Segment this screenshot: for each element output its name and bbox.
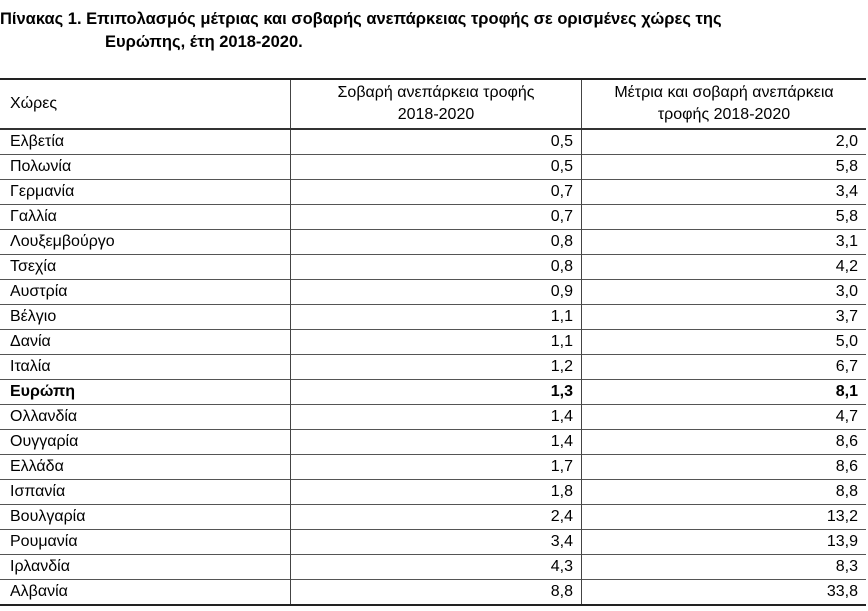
country-cell: Βέλγιο	[10, 308, 57, 325]
food-insecurity-table	[0, 78, 866, 606]
country-cell: Ελλάδα	[10, 458, 64, 475]
country-cell: Γερμανία	[10, 183, 75, 200]
moderate-severe-cell: 8,6	[582, 430, 867, 455]
country-cell: Ελβετία	[10, 133, 65, 150]
country-cell: Αλβανία	[10, 583, 68, 600]
moderate-severe-cell: 2,0	[582, 129, 867, 155]
moderate-severe-cell: 8,1	[582, 380, 867, 405]
table-row-europe-total	[0, 380, 866, 405]
table-row	[0, 480, 866, 505]
moderate-severe-cell: 3,7	[582, 305, 867, 330]
country-cell: Δανία	[10, 333, 51, 350]
moderate-severe-cell: 4,2	[582, 255, 867, 280]
country-cell: Ουγγαρία	[10, 433, 79, 450]
caption-line-1: Πίνακας 1. Επιπολασμός μέτριας και σοβαρής ανεπάρκειας τροφής σε ορισμένες χώρες της	[0, 10, 722, 28]
header-row	[0, 79, 866, 129]
table-row	[0, 129, 866, 155]
moderate-severe-cell: 5,0	[582, 330, 867, 355]
country-cell: Ρουμανία	[10, 533, 78, 550]
severe-cell: 8,8	[291, 580, 582, 606]
table-row	[0, 555, 866, 580]
severe-cell: 2,4	[291, 505, 582, 530]
table-caption	[0, 8, 722, 54]
table-row	[0, 355, 866, 380]
severe-cell: 1,7	[291, 455, 582, 480]
table-row	[0, 255, 866, 280]
table-row	[0, 430, 866, 455]
moderate-severe-cell: 5,8	[582, 155, 867, 180]
severe-cell: 0,8	[291, 255, 582, 280]
severe-cell: 1,1	[291, 305, 582, 330]
header-moderate-severe	[582, 79, 867, 129]
country-cell: Λουξεμβούργο	[10, 233, 115, 250]
severe-cell: 1,1	[291, 330, 582, 355]
country-cell: Αυστρία	[10, 283, 68, 300]
country-cell: Ολλανδία	[10, 408, 78, 425]
caption-line-2: Ευρώπης, έτη 2018-2020.	[105, 33, 303, 51]
moderate-severe-cell: 8,6	[582, 455, 867, 480]
table-row	[0, 205, 866, 230]
severe-cell: 1,3	[291, 380, 582, 405]
table-row	[0, 155, 866, 180]
header-severe	[291, 79, 582, 129]
severe-cell: 1,4	[291, 430, 582, 455]
severe-cell: 0,7	[291, 180, 582, 205]
country-cell: Γαλλία	[10, 208, 57, 225]
severe-cell: 1,4	[291, 405, 582, 430]
country-cell: Βουλγαρία	[10, 508, 86, 525]
country-cell: Ιταλία	[10, 358, 51, 375]
country-cell: Ευρώπη	[10, 383, 75, 400]
moderate-severe-cell: 3,0	[582, 280, 867, 305]
header-countries: Χώρες	[10, 95, 58, 112]
table-row	[0, 530, 866, 555]
severe-cell: 1,2	[291, 355, 582, 380]
table-row	[0, 505, 866, 530]
moderate-severe-cell: 3,1	[582, 230, 867, 255]
moderate-severe-cell: 8,8	[582, 480, 867, 505]
severe-cell: 0,7	[291, 205, 582, 230]
moderate-severe-cell: 33,8	[582, 580, 867, 606]
header-moderate-line1: Μέτρια και σοβαρή ανεπάρκεια	[614, 84, 834, 101]
moderate-severe-cell: 13,2	[582, 505, 867, 530]
header-severe-line2: 2018-2020	[397, 106, 475, 123]
severe-cell: 3,4	[291, 530, 582, 555]
table-row	[0, 330, 866, 355]
severe-cell: 0,5	[291, 129, 582, 155]
severe-cell: 1,8	[291, 480, 582, 505]
moderate-severe-cell: 6,7	[582, 355, 867, 380]
table-row	[0, 180, 866, 205]
table-row	[0, 230, 866, 255]
severe-cell: 0,5	[291, 155, 582, 180]
severe-cell: 0,8	[291, 230, 582, 255]
moderate-severe-cell: 5,8	[582, 205, 867, 230]
country-cell: Ιρλανδία	[10, 558, 70, 575]
table-row	[0, 405, 866, 430]
country-cell: Πολωνία	[10, 158, 72, 175]
header-severe-line1: Σοβαρή ανεπάρκεια τροφής	[337, 84, 535, 101]
moderate-severe-cell: 3,4	[582, 180, 867, 205]
moderate-severe-cell: 8,3	[582, 555, 867, 580]
country-cell: Τσεχία	[10, 258, 57, 275]
moderate-severe-cell: 4,7	[582, 405, 867, 430]
table-row	[0, 580, 866, 606]
severe-cell: 4,3	[291, 555, 582, 580]
table-row	[0, 455, 866, 480]
table-row	[0, 305, 866, 330]
header-moderate-line2: τροφής 2018-2020	[657, 106, 791, 123]
country-cell: Ισπανία	[10, 483, 66, 500]
moderate-severe-cell: 13,9	[582, 530, 867, 555]
table-row	[0, 280, 866, 305]
severe-cell: 0,9	[291, 280, 582, 305]
